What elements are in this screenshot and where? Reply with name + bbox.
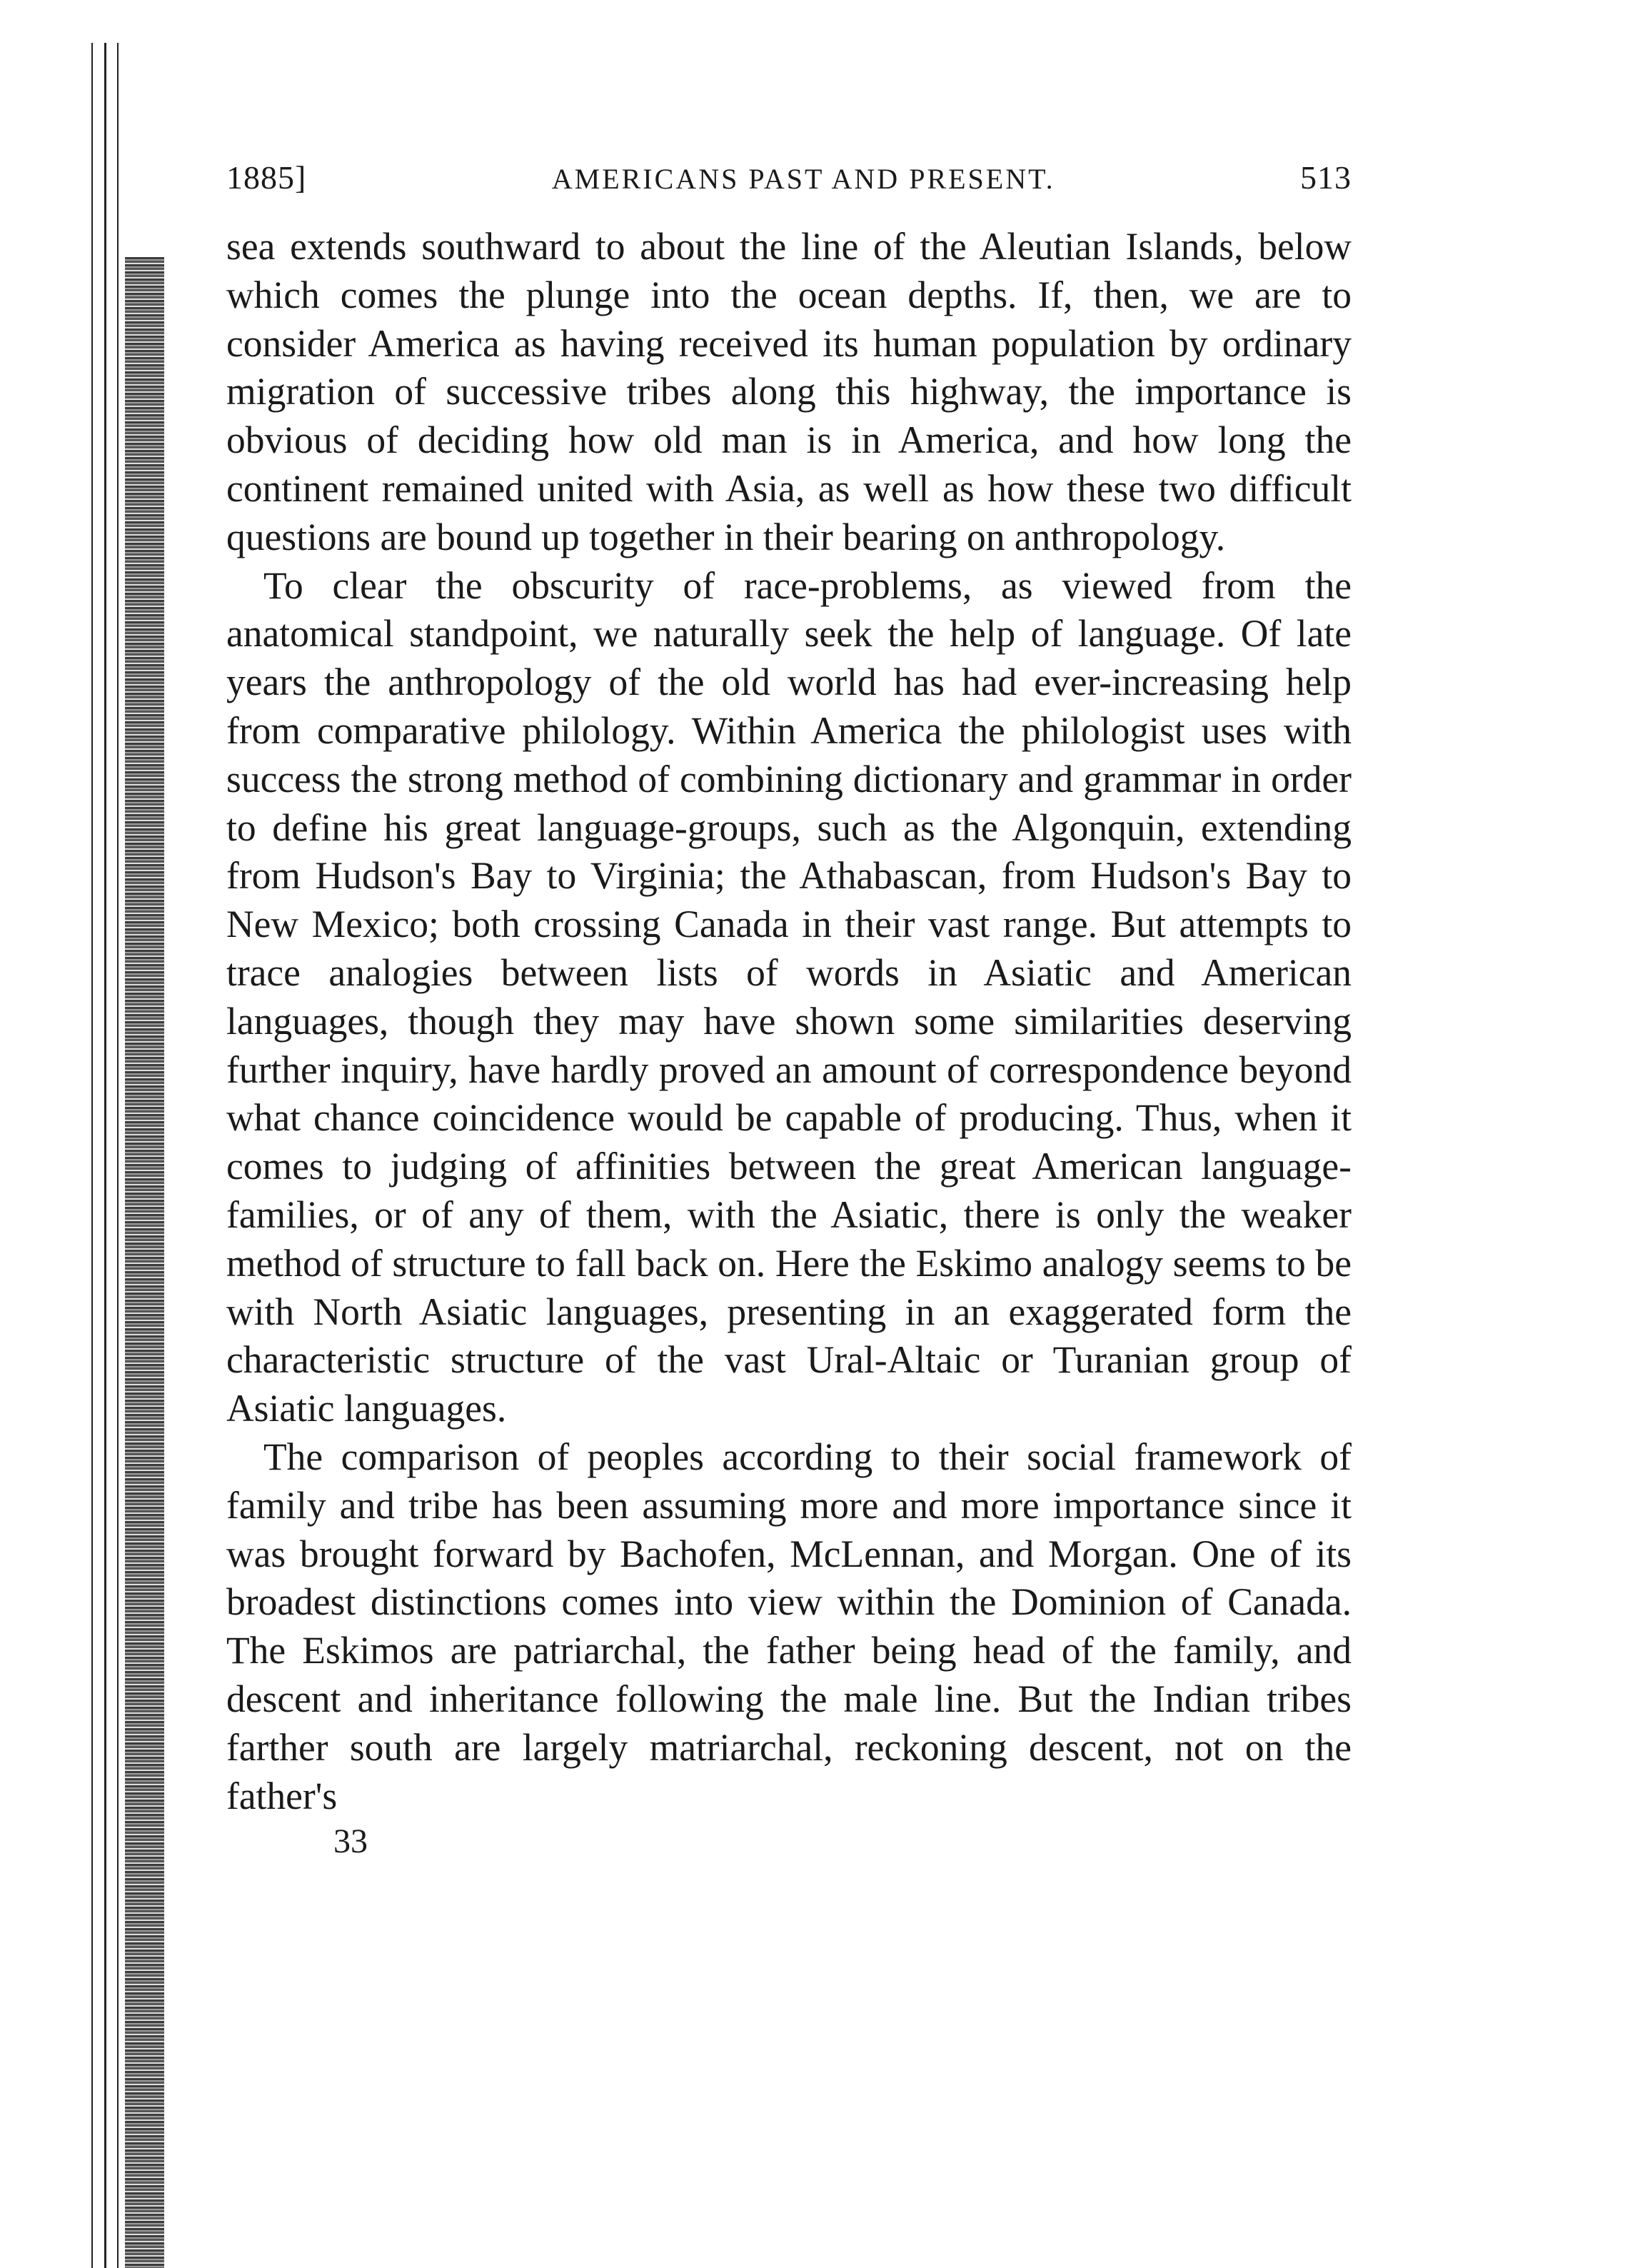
paragraph-1: sea extends southward to about the line of the Aleutian Islands, below which comes the plunge into the ocean depths. If, then, we are to consider America as having received its human population by ordinary migration of successive tribes along this highway, the importance is obvious of deciding how old man is in America, and how long the continent remained united with Asia, as well as how these two difficult questions are bound up together in their bearing on anthropology. [226, 225, 1352, 558]
header-title: AMERICANS PAST AND PRESENT. [551, 163, 1055, 195]
running-head [226, 159, 1352, 223]
binding-gutter-shadow [125, 257, 164, 2268]
body-text [226, 223, 1352, 1820]
paragraph-3: The comparison of peoples according to their social framework of family and tribe has been assuming more and more importance since it was brought forward by Bachofen, McLennan, and Morgan. One of its broadest distinctions comes into view within the Dominion of Canada. The Eskimos are patriarchal, the father being head of the family, and descent and inheritance following the male line. But the Indian tribes farther south are largely matriarchal, reckoning descent, not on the father's [226, 1435, 1352, 1817]
book-page [226, 159, 1352, 1863]
paragraph-2: To clear the obscurity of race-problems, as viewed from the anatomical standpoint, we naturally seek the help of language. Of late years the anthropology of the old world has had ever-increasing help from comparative philology. Within America the philologist uses with success the strong method of combining dictionary and grammar in order to define his great language-groups, such as the Algonquin, extending from Hudson's Bay to Virginia; the Athabascan, from Hudson's Bay to New Mexico; both crossing Canada in their vast range. But attempts to trace analogies between lists of words in Asiatic and American languages, though they may have shown some similarities deserving further inquiry, have hardly proved an amount of correspondence beyond what chance coincidence would be capable of producing. Thus, when it comes to judging of affinities between the great American language-families, or of any of them, with the Asiatic, there is only the weaker method of structure to fall back on. Here the Eskimo analogy seems to be with North Asiatic languages, presenting in an exaggerated form the characteristic structure of the vast Ural-Altaic or Turanian group of Asiatic languages. [226, 563, 1352, 1430]
signature-mark: 33 [333, 1822, 368, 1861]
book-binding-edge [86, 43, 164, 2268]
header-page-number: 513 [1300, 159, 1352, 196]
header-year: 1885] [226, 159, 307, 196]
binding-rule [117, 43, 119, 2268]
binding-rule [104, 43, 106, 2268]
binding-rule [91, 43, 93, 2268]
